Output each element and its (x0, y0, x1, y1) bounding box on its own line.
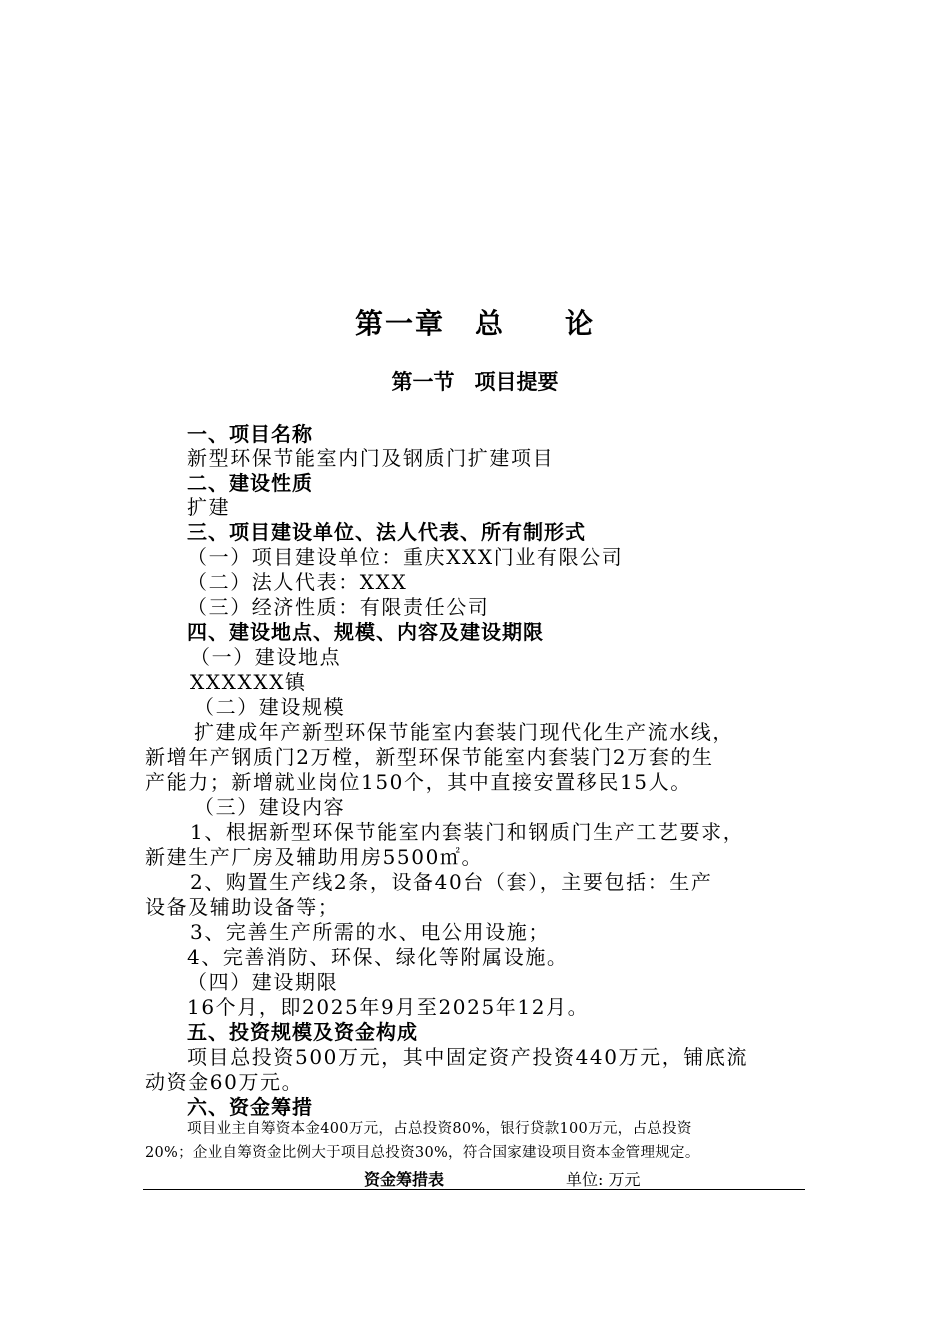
section-heading-1: 一、项目名称 (187, 422, 313, 446)
location-text: XXXXXX镇 (190, 670, 307, 694)
content-2-line-2: 设备及辅助设备等； (145, 895, 340, 919)
section-heading-2: 二、建设性质 (187, 471, 313, 495)
scale-line-3: 产能力；新增就业岗位150个，其中直接安置移民15人。 (145, 770, 692, 794)
section-heading-5: 五、投资规模及资金构成 (187, 1020, 418, 1044)
investment-line-2: 动资金60万元。 (145, 1070, 304, 1094)
subheading-content: （三）建设内容 (194, 795, 346, 819)
period-text: 16个月，即2025年9月至2025年12月。 (187, 995, 590, 1019)
scale-line-2: 新增年产钢质门2万樘，新型环保节能室内套装门2万套的生 (145, 745, 714, 769)
construction-nature: 扩建 (187, 495, 231, 519)
subheading-location: （一）建设地点 (190, 645, 342, 669)
chapter-title: 第一章 总 论 (354, 307, 596, 340)
content-2-line-1: 2、购置生产线2条，设备40台（套），主要包括：生产 (190, 870, 713, 894)
project-name: 新型环保节能室内门及钢质门扩建项目 (187, 446, 555, 470)
table-top-rule (143, 1189, 805, 1190)
section-heading-6: 六、资金筹措 (187, 1095, 313, 1119)
content-4: 4、完善消防、环保、绿化等附属设施。 (187, 945, 569, 969)
table-title: 资金筹措表 (364, 1170, 445, 1189)
construction-unit: （一）项目建设单位：重庆XXX门业有限公司 (187, 545, 624, 569)
subheading-period: （四）建设期限 (187, 970, 339, 994)
section-heading-3: 三、项目建设单位、法人代表、所有制形式 (187, 520, 586, 544)
content-1-line-2: 新建生产厂房及辅助用房5500㎡。 (145, 845, 484, 869)
investment-line-1: 项目总投资500万元，其中固定资产投资440万元，铺底流 (187, 1045, 749, 1069)
legal-representative: （二）法人代表：XXX (187, 570, 408, 594)
funding-line-1: 项目业主自筹资本金400万元，占总投资80%，银行贷款100万元，占总投资 (187, 1121, 692, 1137)
economic-nature: （三）经济性质：有限责任公司 (187, 595, 490, 619)
scale-line-1: 扩建成年产新型环保节能室内套装门现代化生产流水线， (194, 720, 734, 744)
section-title: 第一节 项目提要 (391, 369, 559, 394)
subheading-scale: （二）建设规模 (194, 695, 346, 719)
content-3: 3、完善生产所需的水、电公用设施； (190, 920, 550, 944)
content-1-line-1: 1、根据新型环保节能室内套装门和钢质门生产工艺要求， (190, 820, 745, 844)
table-unit: 单位: 万元 (566, 1170, 641, 1189)
funding-line-2: 20%；企业自筹资金比例大于项目总投资30%，符合国家建设项目资本金管理规定。 (145, 1145, 700, 1161)
section-heading-4: 四、建设地点、规模、内容及建设期限 (187, 620, 544, 644)
